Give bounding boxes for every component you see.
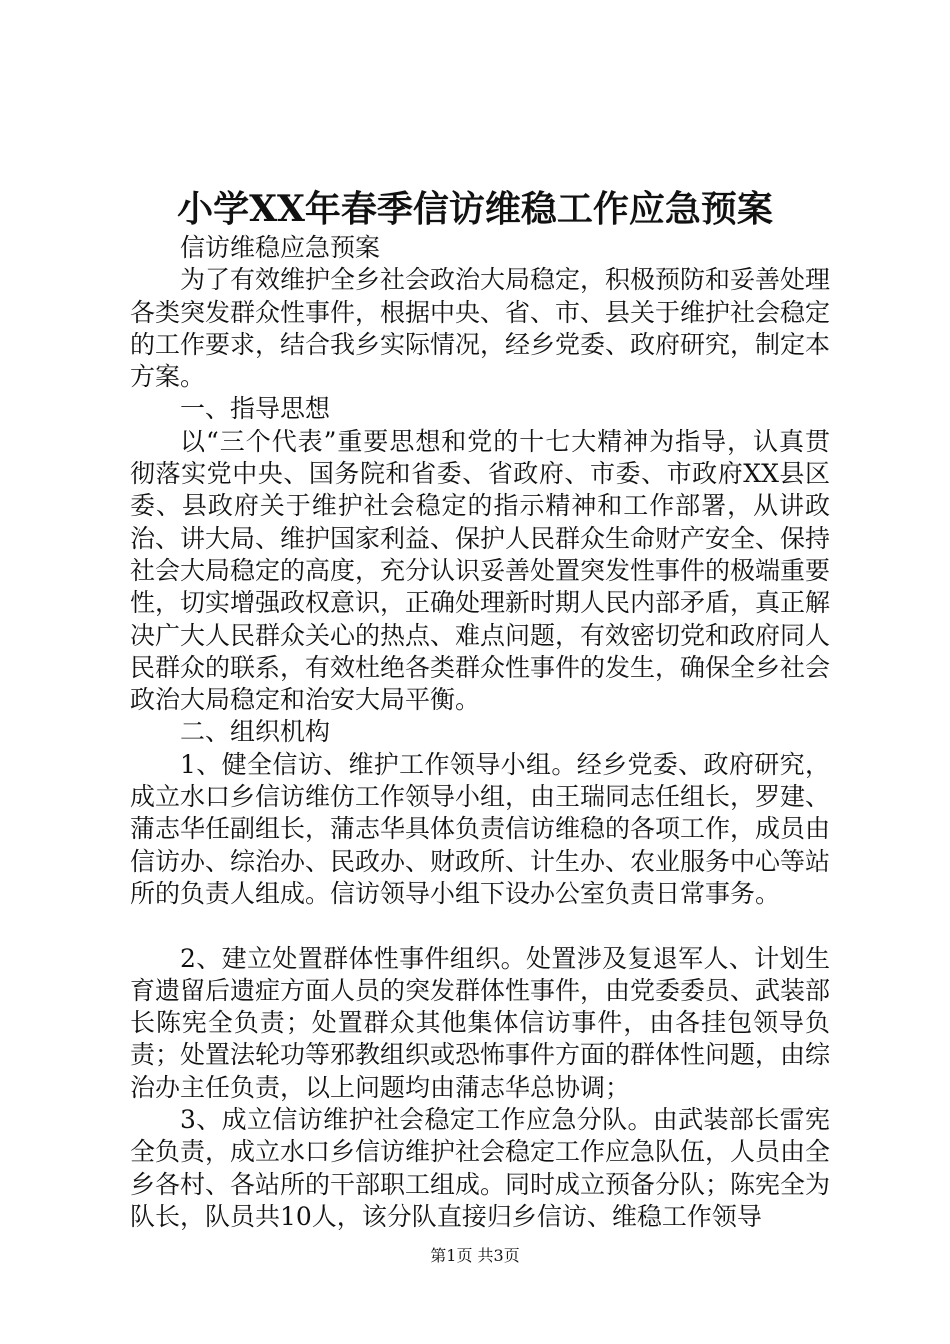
paragraph-item-3: 3、成立信访维护社会稳定工作应急分队。由武装部长雷宪全负责，成立水口乡信访维护社会稳定工作应急队伍，人员由全乡各村、各站所的干部职工组成。同时成立预备分队；陈宪全为队长，队员共10人，该分队直接归乡信访、维稳工作领导 bbox=[130, 1105, 831, 1231]
paragraph-guiding-ideology: 以“三个代表”重要思想和党的十七大精神为指导，认真贯彻落实党中央、国务院和省委、省政府、市委、市政府XX县区委、县政府关于维护社会稳定的指示精神和工作部署，从讲政治、讲大局、维护国家利益、保护人民群众生命财产安全、保持社会大局稳定的高度，充分认识妥善处置突发性事件的极端重要性，切实增强政权意识，正确处理新时期人民内部矛盾，真正解决广大人民群众关心的热点、难点问题，有效密切党和政府同人民群众的联系，有效杜绝各类群众性事件的发生，确保全乡社会政治大局稳定和治安大局平衡。 bbox=[130, 426, 831, 715]
paragraph-item-2: 2、建立处置群体性事件组织。处置涉及复退军人、计划生育遗留后遗症方面人员的突发群体性事件，由党委委员、武装部长陈宪全负责；处置群众其他集体信访事件，由各挂包领导负责；处置法轮功等邪教组织或恐怖事件方面的群体性问题，由综治办主任负责，以上问题均由蒲志华总协调； bbox=[130, 943, 831, 1102]
heading-organization: 二、组织机构 bbox=[180, 717, 331, 747]
document-body bbox=[130, 232, 830, 1233]
paragraph-subtitle: 信访维稳应急预案 bbox=[180, 233, 381, 262]
paragraph-intro: 为了有效维护全乡社会政治大局稳定，积极预防和妥善处理各类突发群众性事件，根据中央、省、市、县关于维护社会稳定的工作要求，结合我乡实际情况，经乡党委、政府研究，制定本方案。 bbox=[130, 265, 831, 392]
paragraph-item-1: 1、健全信访、维护工作领导小组。经乡党委、政府研究，成立水口乡信访维仿工作领导小组，由王瑞同志任组长，罗建、蒲志华任副组长，蒲志华具体负责信访维稳的各项工作，成员由信访办、综治办、民政办、财政所、计生办、农业服务中心等站所的负责人组成。信访领导小组下设办公室负责日常事务。 bbox=[130, 749, 831, 908]
paragraph-spacer bbox=[130, 910, 830, 942]
page-footer: 第1页 共3页 bbox=[430, 1246, 520, 1265]
document-title: 小学XX年春季信访维稳工作应急预案 bbox=[177, 188, 773, 230]
heading-guiding-ideology: 一、指导思想 bbox=[180, 394, 331, 424]
